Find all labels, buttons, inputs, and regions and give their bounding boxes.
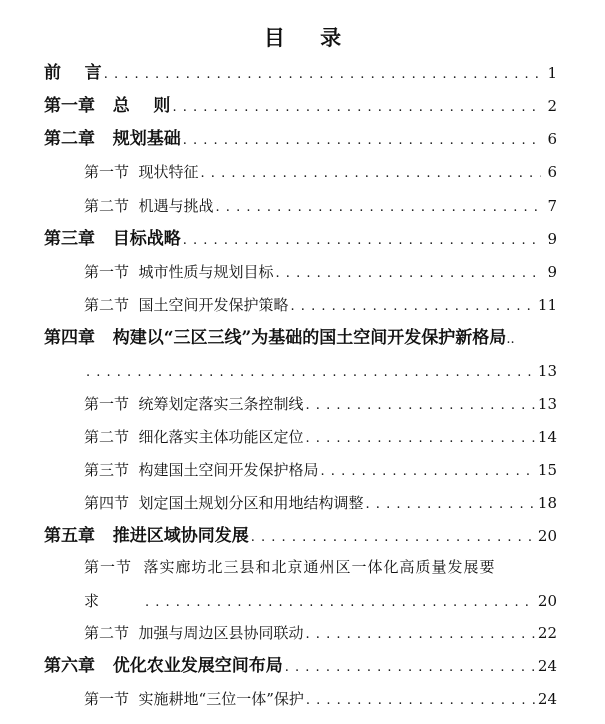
- toc-entry[interactable]: [84, 459, 557, 481]
- toc-title: 目 录: [263, 25, 356, 50]
- toc-entry-page: 1: [547, 64, 557, 82]
- toc-entry-page: 9: [547, 230, 557, 248]
- toc-entry[interactable]: [84, 195, 557, 217]
- leader-dots: [321, 461, 536, 483]
- toc-entry-text: 第五章 推进区域协同发展: [44, 526, 249, 546]
- leader-dots: [306, 690, 536, 712]
- toc-entry-text: 第二节 加强与周边区县协同联动: [84, 624, 304, 642]
- leader-dots: [291, 296, 536, 318]
- toc-entry-page: 14: [537, 428, 557, 446]
- toc-entry[interactable]: [84, 426, 557, 448]
- toc-entry-page: 13: [537, 395, 557, 413]
- leader-dots: [216, 197, 541, 219]
- toc-entry[interactable]: [84, 393, 557, 415]
- toc-entry-page: 24: [537, 690, 557, 708]
- leader-dots: [285, 657, 536, 679]
- toc-entry-text: 第一章 总 则: [44, 96, 171, 116]
- toc-entry-text: 第四节 划定国土规划分区和用地结构调整: [84, 494, 364, 512]
- toc-entry-text: 第四章 构建以“三区三线”为基础的国土空间开发保护新格局: [44, 328, 507, 348]
- toc-entry-page: 13: [537, 362, 557, 380]
- leader-dots: [86, 362, 536, 384]
- leader-dots: [183, 230, 541, 252]
- toc-entry[interactable]: [84, 688, 557, 710]
- toc-entry[interactable]: [84, 556, 557, 578]
- toc-entry[interactable]: [44, 327, 565, 349]
- toc-entry-page: 7: [547, 197, 557, 215]
- toc-entry[interactable]: [44, 128, 557, 150]
- toc-entry[interactable]: [84, 261, 557, 283]
- toc-entry[interactable]: [44, 525, 557, 547]
- leader-dots: [145, 592, 536, 614]
- leader-dots: ..: [506, 332, 515, 347]
- leader-dots: [172, 97, 541, 119]
- toc-entry-text: 第三节 构建国土空间开发保护格局: [84, 461, 319, 479]
- toc-entry-page: 24: [537, 657, 557, 675]
- toc-entry-text: 第六章 优化农业发展空间布局: [44, 656, 283, 676]
- toc-entry-text: 前 言: [44, 63, 102, 83]
- toc-entry-page: 6: [547, 130, 557, 148]
- toc-entry-page: 2: [547, 97, 557, 115]
- toc-entry[interactable]: [84, 492, 557, 514]
- toc-entry-text: 第二节 细化落实主体功能区定位: [84, 428, 304, 446]
- toc-entry-continuation[interactable]: [84, 590, 557, 612]
- toc-entry[interactable]: [44, 95, 557, 117]
- toc-entry[interactable]: [44, 62, 557, 84]
- toc-entry-text: 第一节 统筹划定落实三条控制线: [84, 395, 304, 413]
- toc-entry-text: 第二节 机遇与挑战: [84, 197, 214, 215]
- leader-dots: [104, 64, 541, 86]
- toc-entry-page: 22: [537, 624, 557, 642]
- toc-entry-page: 11: [537, 296, 557, 314]
- leader-dots: [251, 527, 536, 549]
- toc-entry-text: 第一节 现状特征: [84, 163, 199, 181]
- toc-entry[interactable]: [84, 294, 557, 316]
- toc-entry-page: 9: [547, 263, 557, 281]
- toc-entry-page: 20: [537, 527, 557, 545]
- toc-entry-page: 20: [537, 592, 557, 610]
- toc-entry-page: 15: [537, 461, 557, 479]
- leader-dots: [306, 395, 536, 417]
- toc-entry-text-continued: 求: [84, 592, 100, 610]
- leader-dots: [306, 428, 536, 450]
- leader-dots: [306, 624, 536, 646]
- toc-entry-text: 第三章 目标战略: [44, 229, 181, 249]
- toc-entry-text: 第一节 城市性质与规划目标: [84, 263, 274, 281]
- toc-entry[interactable]: [44, 228, 557, 250]
- toc-entry-continuation[interactable]: [84, 360, 557, 382]
- leader-dots: [183, 130, 541, 152]
- toc-entry[interactable]: [84, 161, 557, 183]
- toc-entry-page: 6: [547, 163, 557, 181]
- leader-dots: [201, 163, 541, 185]
- toc-entry[interactable]: [44, 655, 557, 677]
- toc-entry-text: 第一节 落实廊坊北三县和北京通州区一体化高质量发展要: [84, 558, 496, 576]
- toc-entry-text: 第二章 规划基础: [44, 129, 181, 149]
- toc-entry-page: 18: [537, 494, 557, 512]
- toc-entry[interactable]: [84, 622, 557, 644]
- toc-entry-text: 第一节 实施耕地“三位一体”保护: [84, 690, 304, 708]
- leader-dots: [366, 494, 536, 516]
- leader-dots: [276, 263, 541, 285]
- toc-entry-text: 第二节 国土空间开发保护策略: [84, 296, 289, 314]
